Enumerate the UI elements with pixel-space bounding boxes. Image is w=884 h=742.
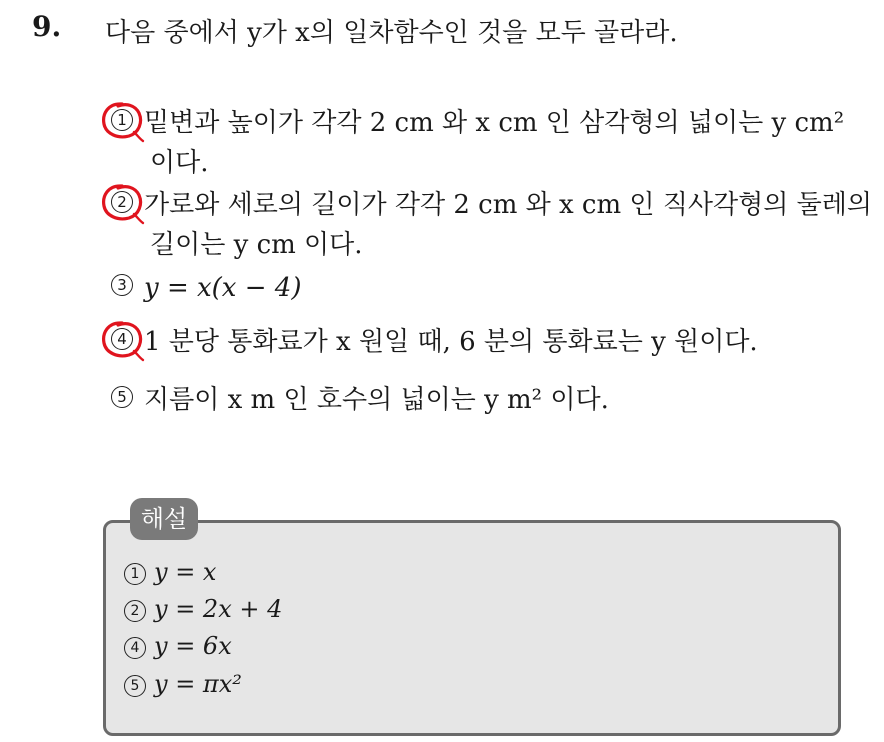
option-2[interactable] [108, 185, 872, 265]
explanation-eq-1: y = x [154, 558, 217, 586]
answer-mark-2: 2 [108, 188, 138, 218]
explanation-line-3 [124, 632, 232, 660]
option-1[interactable] [108, 103, 844, 183]
explanation-eq-4: y = πx² [154, 670, 242, 698]
option-1-text-cont: 이다. [150, 148, 209, 178]
option-5-text: 지름이 x m 인 호수의 넓이는 y m² 이다. [144, 385, 609, 415]
explanation-line-2 [124, 595, 282, 623]
option-1-text: 밑변과 높이가 각각 2 cm 와 x cm 인 삼각형의 넓이는 y cm² [144, 108, 845, 138]
explanation-eq-3: y = 6x [154, 632, 232, 660]
explanation-line-4 [124, 670, 242, 698]
explanation-tab: 해설 [130, 498, 198, 540]
answer-mark-1: 1 [108, 106, 138, 136]
explanation-num-4: 5 [124, 675, 146, 697]
explanation-num-2: 2 [124, 600, 146, 622]
option-5[interactable] [108, 380, 609, 420]
question-text: 다음 중에서 y가 x의 일차함수인 것을 모두 골라라. [105, 18, 678, 48]
question-number: 9. [32, 10, 62, 43]
option-4[interactable] [108, 322, 758, 362]
answer-mark-5: 5 [108, 383, 138, 413]
option-2-text: 가로와 세로의 길이가 각각 2 cm 와 x cm 인 직사각형의 둘레의 [144, 190, 872, 220]
explanation-num-3: 4 [124, 637, 146, 659]
option-3[interactable] [108, 268, 301, 308]
answer-mark-4: 4 [108, 325, 138, 355]
explanation-box [103, 520, 841, 736]
explanation-line-1 [124, 558, 216, 586]
option-2-text-cont: 길이는 y cm 이다. [150, 230, 363, 260]
explanation-eq-2: y = 2x + 4 [154, 595, 283, 623]
answer-mark-3: 3 [108, 271, 138, 301]
explanation-num-1: 1 [124, 563, 146, 585]
option-3-text: y = x(x − 4) [144, 273, 302, 303]
option-4-text: 1 분당 통화료가 x 원일 때, 6 분의 통화료는 y 원이다. [144, 327, 758, 357]
